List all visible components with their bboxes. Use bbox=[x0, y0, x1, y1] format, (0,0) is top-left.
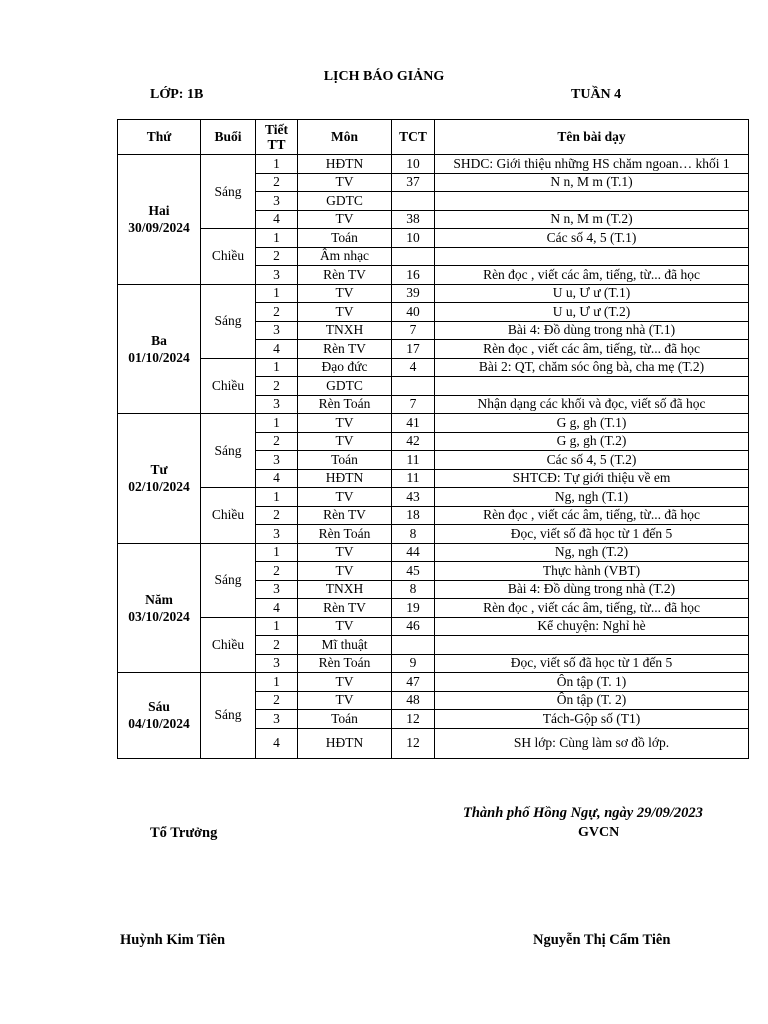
subject-cell: Rèn Toán bbox=[298, 654, 392, 673]
subject-cell: TV bbox=[298, 303, 392, 322]
tct-cell: 10 bbox=[392, 155, 435, 174]
tct-cell: 40 bbox=[392, 303, 435, 322]
lesson-cell: Kể chuyện: Nghỉ hè bbox=[435, 617, 749, 636]
lesson-cell: Các số 4, 5 (T.1) bbox=[435, 229, 749, 248]
tct-cell: 44 bbox=[392, 543, 435, 562]
header-lesson: Tên bài dạy bbox=[435, 120, 749, 155]
lesson-cell bbox=[435, 247, 749, 266]
subject-cell: Rèn Toán bbox=[298, 525, 392, 544]
period-cell: 1 bbox=[256, 229, 298, 248]
header-period: Tiết TT bbox=[256, 120, 298, 155]
tct-cell bbox=[392, 192, 435, 211]
period-cell: 3 bbox=[256, 580, 298, 599]
subject-cell: Rèn TV bbox=[298, 506, 392, 525]
tct-cell bbox=[392, 377, 435, 396]
tct-cell: 4 bbox=[392, 358, 435, 377]
period-cell: 2 bbox=[256, 636, 298, 655]
tct-cell: 38 bbox=[392, 210, 435, 229]
period-cell: 1 bbox=[256, 488, 298, 507]
tct-cell: 17 bbox=[392, 340, 435, 359]
subject-cell: HĐTN bbox=[298, 155, 392, 174]
subject-cell: TNXH bbox=[298, 580, 392, 599]
lesson-cell: Bài 4: Đồ dùng trong nhà (T.2) bbox=[435, 580, 749, 599]
lesson-cell: SHDC: Giới thiệu những HS chăm ngoan… khối 1 bbox=[435, 155, 749, 174]
header-tct: TCT bbox=[392, 120, 435, 155]
week-label: TUẦN 4 bbox=[571, 87, 622, 102]
place-date: Thành phố Hồng Ngự, ngày 29/09/2023 bbox=[463, 805, 703, 821]
table-row bbox=[118, 543, 749, 562]
period-cell: 1 bbox=[256, 414, 298, 433]
lesson-cell: Đọc, viết số đã học từ 1 đến 5 bbox=[435, 654, 749, 673]
lesson-cell: N n, M m (T.2) bbox=[435, 210, 749, 229]
lesson-cell: SH lớp: Cùng làm sơ đồ lớp. bbox=[435, 728, 749, 758]
lesson-cell bbox=[435, 377, 749, 396]
period-cell: 3 bbox=[256, 451, 298, 470]
subject-cell: TV bbox=[298, 284, 392, 303]
session-cell: Sáng bbox=[201, 414, 256, 488]
period-cell: 2 bbox=[256, 303, 298, 322]
tct-cell: 48 bbox=[392, 691, 435, 710]
subject-cell: HĐTN bbox=[298, 728, 392, 758]
tct-cell: 7 bbox=[392, 395, 435, 414]
session-cell: Sáng bbox=[201, 155, 256, 229]
period-cell: 1 bbox=[256, 358, 298, 377]
lesson-cell: U u, Ư ư (T.1) bbox=[435, 284, 749, 303]
subject-cell: Âm nhạc bbox=[298, 247, 392, 266]
period-cell: 3 bbox=[256, 192, 298, 211]
period-cell: 1 bbox=[256, 155, 298, 174]
subject-cell: TV bbox=[298, 488, 392, 507]
session-cell: Sáng bbox=[201, 673, 256, 759]
subject-cell: Đạo đức bbox=[298, 358, 392, 377]
subject-cell: GDTC bbox=[298, 192, 392, 211]
subject-cell: Mĩ thuật bbox=[298, 636, 392, 655]
head-label: Tổ Trưởng bbox=[150, 825, 218, 841]
lesson-cell: G g, gh (T.2) bbox=[435, 432, 749, 451]
subject-cell: Rèn Toán bbox=[298, 395, 392, 414]
period-cell: 2 bbox=[256, 506, 298, 525]
header-session: Buổi bbox=[201, 120, 256, 155]
subject-cell: GDTC bbox=[298, 377, 392, 396]
period-cell: 1 bbox=[256, 673, 298, 692]
day-cell: Sáu 04/10/2024 bbox=[118, 673, 201, 759]
header-day: Thứ bbox=[118, 120, 201, 155]
subject-cell: TV bbox=[298, 617, 392, 636]
tct-cell: 18 bbox=[392, 506, 435, 525]
tct-cell: 41 bbox=[392, 414, 435, 433]
period-cell: 3 bbox=[256, 266, 298, 285]
lesson-cell: Ng, ngh (T.2) bbox=[435, 543, 749, 562]
table-row bbox=[118, 673, 749, 692]
period-cell: 2 bbox=[256, 562, 298, 581]
lesson-cell: Ng, ngh (T.1) bbox=[435, 488, 749, 507]
period-cell: 3 bbox=[256, 525, 298, 544]
tct-cell: 12 bbox=[392, 728, 435, 758]
table-row bbox=[118, 617, 749, 636]
period-cell: 3 bbox=[256, 710, 298, 729]
tct-cell: 46 bbox=[392, 617, 435, 636]
table-row bbox=[118, 358, 749, 377]
tct-cell: 8 bbox=[392, 525, 435, 544]
subject-cell: TV bbox=[298, 673, 392, 692]
tct-cell: 16 bbox=[392, 266, 435, 285]
gvcn-label: GVCN bbox=[578, 825, 620, 840]
day-cell: Tư 02/10/2024 bbox=[118, 414, 201, 544]
session-cell: Chiều bbox=[201, 358, 256, 414]
lesson-cell: U u, Ư ư (T.2) bbox=[435, 303, 749, 322]
subject-cell: Rèn TV bbox=[298, 340, 392, 359]
session-cell: Chiều bbox=[201, 488, 256, 544]
period-cell: 3 bbox=[256, 654, 298, 673]
subject-cell: HĐTN bbox=[298, 469, 392, 488]
tct-cell: 19 bbox=[392, 599, 435, 618]
period-cell: 3 bbox=[256, 395, 298, 414]
lesson-cell: Bài 4: Đồ dùng trong nhà (T.1) bbox=[435, 321, 749, 340]
period-cell: 4 bbox=[256, 728, 298, 758]
tct-cell: 43 bbox=[392, 488, 435, 507]
period-cell: 2 bbox=[256, 173, 298, 192]
table-row bbox=[118, 155, 749, 174]
session-cell: Sáng bbox=[201, 284, 256, 358]
lesson-cell: Các số 4, 5 (T.2) bbox=[435, 451, 749, 470]
period-cell: 4 bbox=[256, 599, 298, 618]
lesson-cell: Rèn đọc , viết các âm, tiếng, từ... đã học bbox=[435, 266, 749, 285]
period-cell: 1 bbox=[256, 543, 298, 562]
subject-cell: TV bbox=[298, 173, 392, 192]
period-cell: 4 bbox=[256, 210, 298, 229]
header-row bbox=[118, 120, 749, 155]
subject-cell: TV bbox=[298, 691, 392, 710]
period-cell: 2 bbox=[256, 432, 298, 451]
lesson-cell: N n, M m (T.1) bbox=[435, 173, 749, 192]
subject-cell: TV bbox=[298, 210, 392, 229]
period-cell: 1 bbox=[256, 617, 298, 636]
day-cell: Năm 03/10/2024 bbox=[118, 543, 201, 673]
tct-cell bbox=[392, 247, 435, 266]
class-label: LỚP: 1B bbox=[150, 87, 204, 102]
tct-cell bbox=[392, 636, 435, 655]
period-cell: 3 bbox=[256, 321, 298, 340]
tct-cell: 12 bbox=[392, 710, 435, 729]
subject-cell: Rèn TV bbox=[298, 266, 392, 285]
table-row bbox=[118, 284, 749, 303]
day-cell: Hai 30/09/2024 bbox=[118, 155, 201, 285]
period-cell: 4 bbox=[256, 340, 298, 359]
lesson-cell: Rèn đọc , viết các âm, tiếng, từ... đã học bbox=[435, 340, 749, 359]
tct-cell: 37 bbox=[392, 173, 435, 192]
schedule-table bbox=[117, 119, 749, 759]
subject-cell: TV bbox=[298, 414, 392, 433]
tct-cell: 11 bbox=[392, 469, 435, 488]
page-title: LỊCH BÁO GIẢNG bbox=[323, 69, 445, 84]
lesson-cell: Đọc, viết số đã học từ 1 đến 5 bbox=[435, 525, 749, 544]
period-cell: 2 bbox=[256, 377, 298, 396]
tct-cell: 42 bbox=[392, 432, 435, 451]
subject-cell: Rèn TV bbox=[298, 599, 392, 618]
subject-cell: TV bbox=[298, 543, 392, 562]
subject-cell: TNXH bbox=[298, 321, 392, 340]
tct-cell: 10 bbox=[392, 229, 435, 248]
table-row bbox=[118, 488, 749, 507]
lesson-cell bbox=[435, 192, 749, 211]
tct-cell: 8 bbox=[392, 580, 435, 599]
lesson-cell: Bài 2: QT, chăm sóc ông bà, cha mẹ (T.2) bbox=[435, 358, 749, 377]
lesson-cell: SHTCĐ: Tự giới thiệu về em bbox=[435, 469, 749, 488]
tct-cell: 39 bbox=[392, 284, 435, 303]
period-cell: 1 bbox=[256, 284, 298, 303]
teacher-name: Nguyễn Thị Cẩm Tiên bbox=[533, 932, 671, 948]
session-cell: Sáng bbox=[201, 543, 256, 617]
tct-cell: 9 bbox=[392, 654, 435, 673]
lesson-cell: Rèn đọc , viết các âm, tiếng, từ... đã học bbox=[435, 506, 749, 525]
tct-cell: 45 bbox=[392, 562, 435, 581]
subject-cell: Toán bbox=[298, 229, 392, 248]
tct-cell: 11 bbox=[392, 451, 435, 470]
lesson-cell bbox=[435, 636, 749, 655]
lesson-cell: Rèn đọc , viết các âm, tiếng, từ... đã học bbox=[435, 599, 749, 618]
lesson-cell: G g, gh (T.1) bbox=[435, 414, 749, 433]
period-cell: 2 bbox=[256, 247, 298, 266]
tct-cell: 7 bbox=[392, 321, 435, 340]
header-subject: Môn bbox=[298, 120, 392, 155]
subject-cell: TV bbox=[298, 562, 392, 581]
table-row bbox=[118, 229, 749, 248]
head-name: Huỳnh Kim Tiên bbox=[120, 932, 226, 948]
subject-cell: TV bbox=[298, 432, 392, 451]
session-cell: Chiều bbox=[201, 229, 256, 285]
lesson-cell: Nhận dạng các khối và đọc, viết số đã học bbox=[435, 395, 749, 414]
lesson-cell: Tách-Gộp số (T1) bbox=[435, 710, 749, 729]
day-cell: Ba 01/10/2024 bbox=[118, 284, 201, 414]
period-cell: 2 bbox=[256, 691, 298, 710]
lesson-cell: Thực hành (VBT) bbox=[435, 562, 749, 581]
session-cell: Chiều bbox=[201, 617, 256, 673]
subject-cell: Toán bbox=[298, 710, 392, 729]
period-cell: 4 bbox=[256, 469, 298, 488]
lesson-cell: Ôn tập (T. 2) bbox=[435, 691, 749, 710]
subject-cell: Toán bbox=[298, 451, 392, 470]
tct-cell: 47 bbox=[392, 673, 435, 692]
table-row bbox=[118, 414, 749, 433]
lesson-cell: Ôn tập (T. 1) bbox=[435, 673, 749, 692]
